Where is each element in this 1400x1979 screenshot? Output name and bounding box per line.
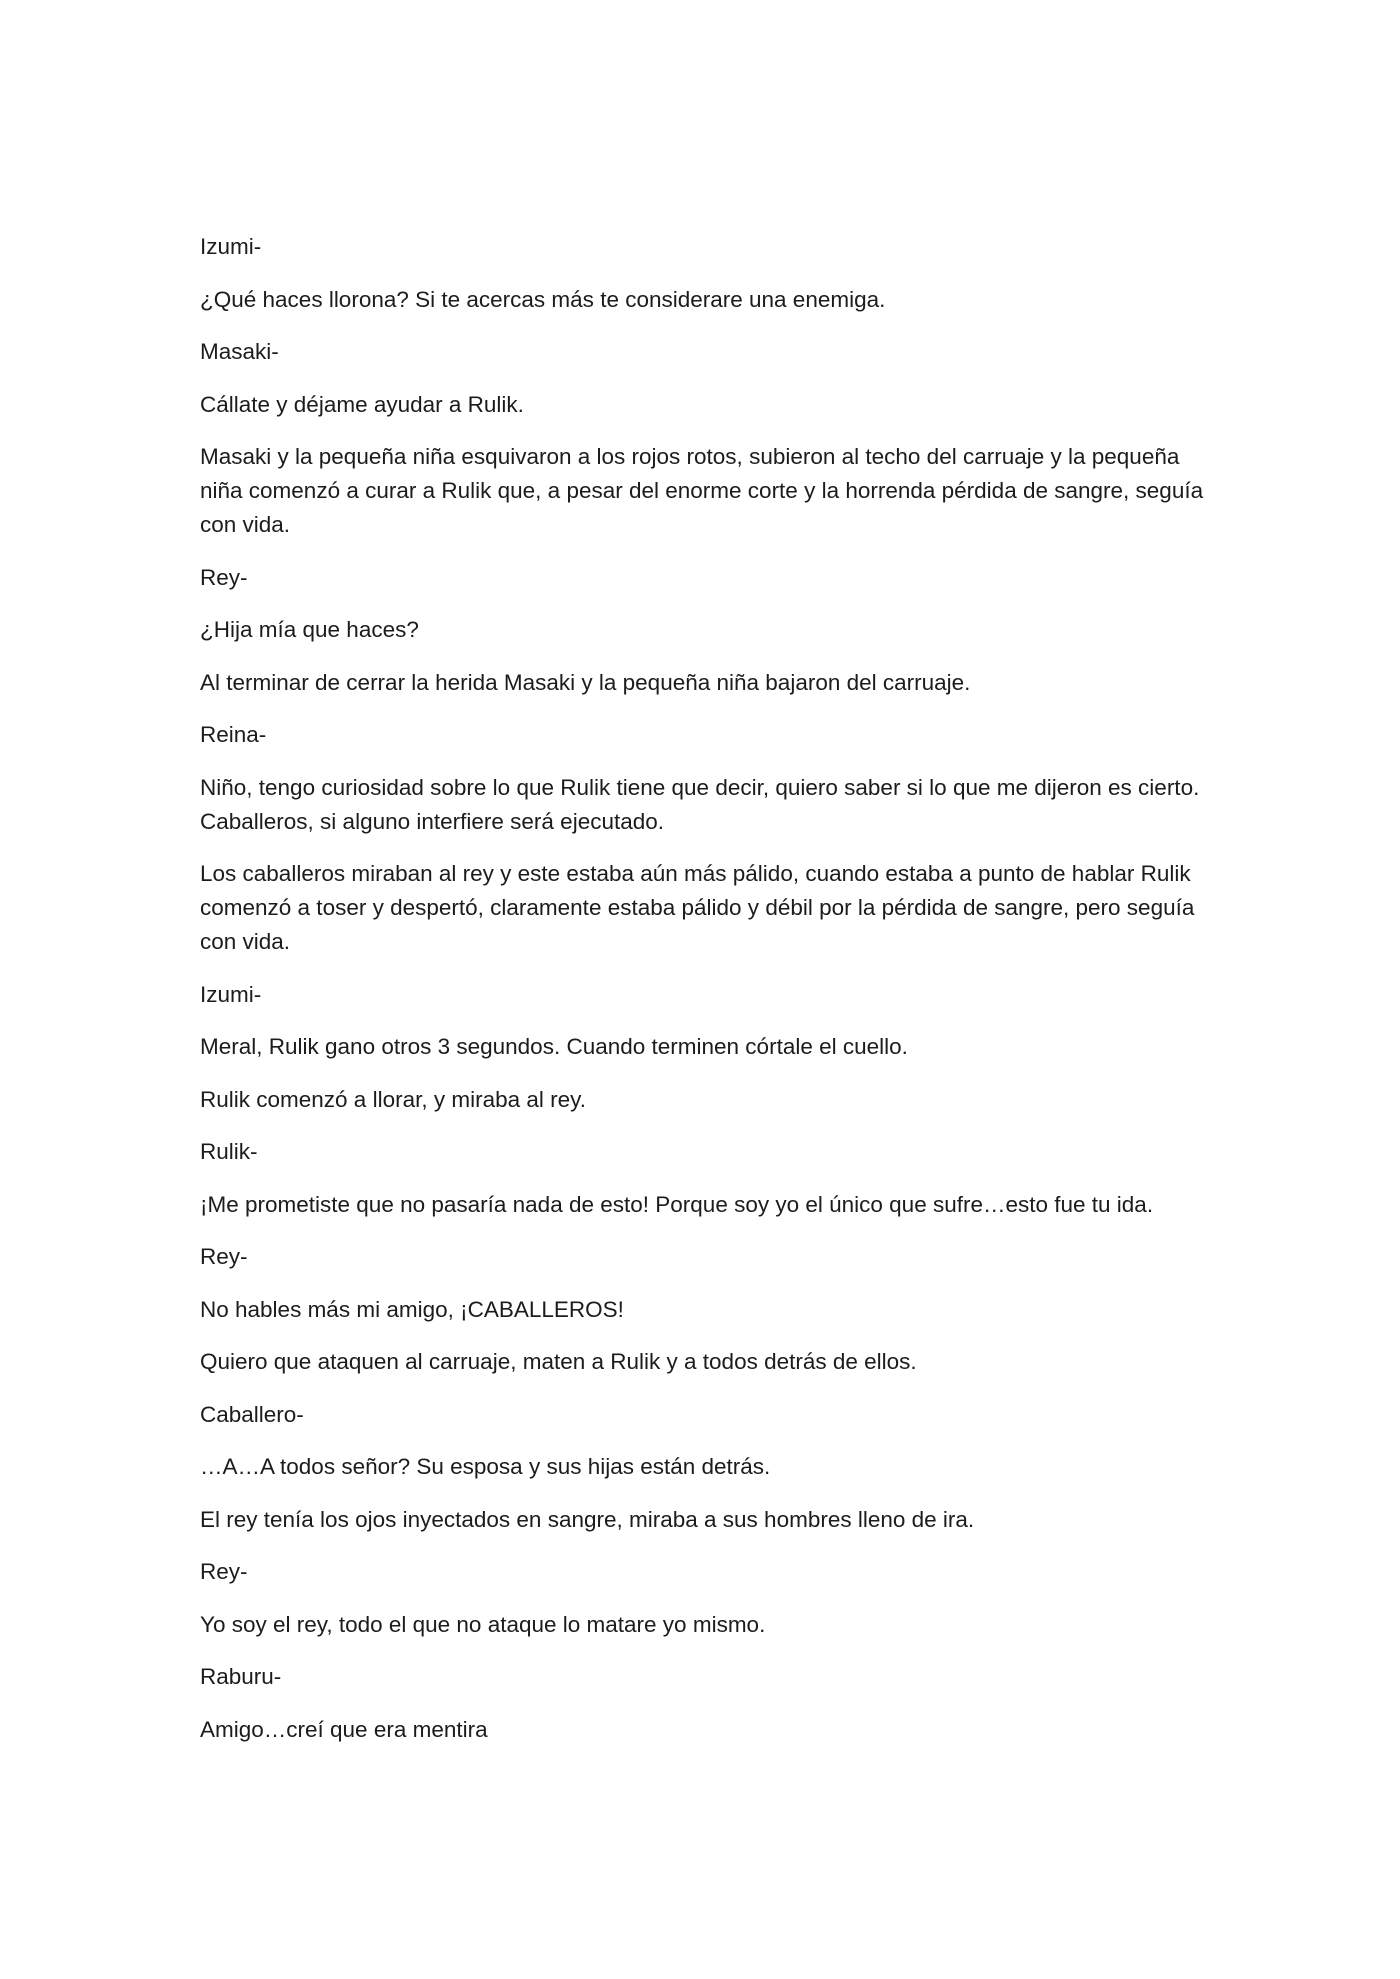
dialogue-line: ¿Qué haces llorona? Si te acercas más te considerare una enemiga. — [200, 286, 886, 312]
speaker-label: Reina- — [200, 722, 267, 747]
dialogue-line: ¡Me prometiste que no pasaría nada de esto! Porque soy yo el único que sufre…esto fue tu ida. — [200, 1191, 1154, 1217]
speaker-label: Raburu- — [200, 1664, 282, 1689]
speaker-label: Izumi- — [200, 234, 262, 259]
speaker-label: Rulik- — [200, 1139, 258, 1164]
narration-paragraph: Al terminar de cerrar la herida Masaki y la pequeña niña bajaron del carruaje. — [200, 669, 971, 695]
dialogue-line: …A…A todos señor? Su esposa y sus hijas están detrás. — [200, 1454, 771, 1479]
speaker-label: Rey- — [200, 1559, 248, 1584]
speaker-label: Rey- — [200, 1244, 248, 1269]
document-body — [200, 230, 1210, 1765]
speaker-label: Masaki- — [200, 339, 279, 364]
dialogue-line: Quiero que ataquen al carruaje, maten a Rulik y a todos detrás de ellos. — [200, 1349, 917, 1374]
speaker-label: Caballero- — [200, 1401, 304, 1427]
narration-paragraph: Masaki y la pequeña niña esquivaron a los rojos rotos, subieron al techo del carruaje y la pequeña niña comenzó a curar a Rulik que, a pesar del enorme corte y la horrenda pérdida de sangre, seguía con vida. — [200, 444, 1204, 537]
dialogue-line: Cállate y déjame ayudar a Rulik. — [200, 391, 524, 417]
speaker-label: Izumi- — [200, 981, 262, 1007]
dialogue-line: ¿Hija mía que haces? — [200, 617, 419, 642]
speaker-label: Rey- — [200, 564, 248, 590]
dialogue-line: No hables más mi amigo, ¡CABALLEROS! — [200, 1296, 624, 1322]
narration-paragraph: El rey tenía los ojos inyectados en sangre, miraba a sus hombres lleno de ira. — [200, 1506, 975, 1532]
dialogue-line: Niño, tengo curiosidad sobre lo que Rulik tiene que decir, quiero saber si lo que me dijeron es cierto. Caballeros, si alguno interfiere será ejecutado. — [200, 774, 1200, 834]
dialogue-line: Meral, Rulik gano otros 3 segundos. Cuando terminen córtale el cuello. — [200, 1034, 908, 1059]
dialogue-line: Yo soy el rey, todo el que no ataque lo matare yo mismo. — [200, 1611, 766, 1637]
dialogue-line: Amigo…creí que era mentira — [200, 1716, 488, 1742]
narration-paragraph: Rulik comenzó a llorar, y miraba al rey. — [200, 1086, 586, 1112]
narration-paragraph: Los caballeros miraban al rey y este estaba aún más pálido, cuando estaba a punto de hablar Rulik comenzó a toser y despertó, claramente estaba pálido y débil por la pérdida de sangre, pero seguía con vida. — [200, 861, 1195, 954]
